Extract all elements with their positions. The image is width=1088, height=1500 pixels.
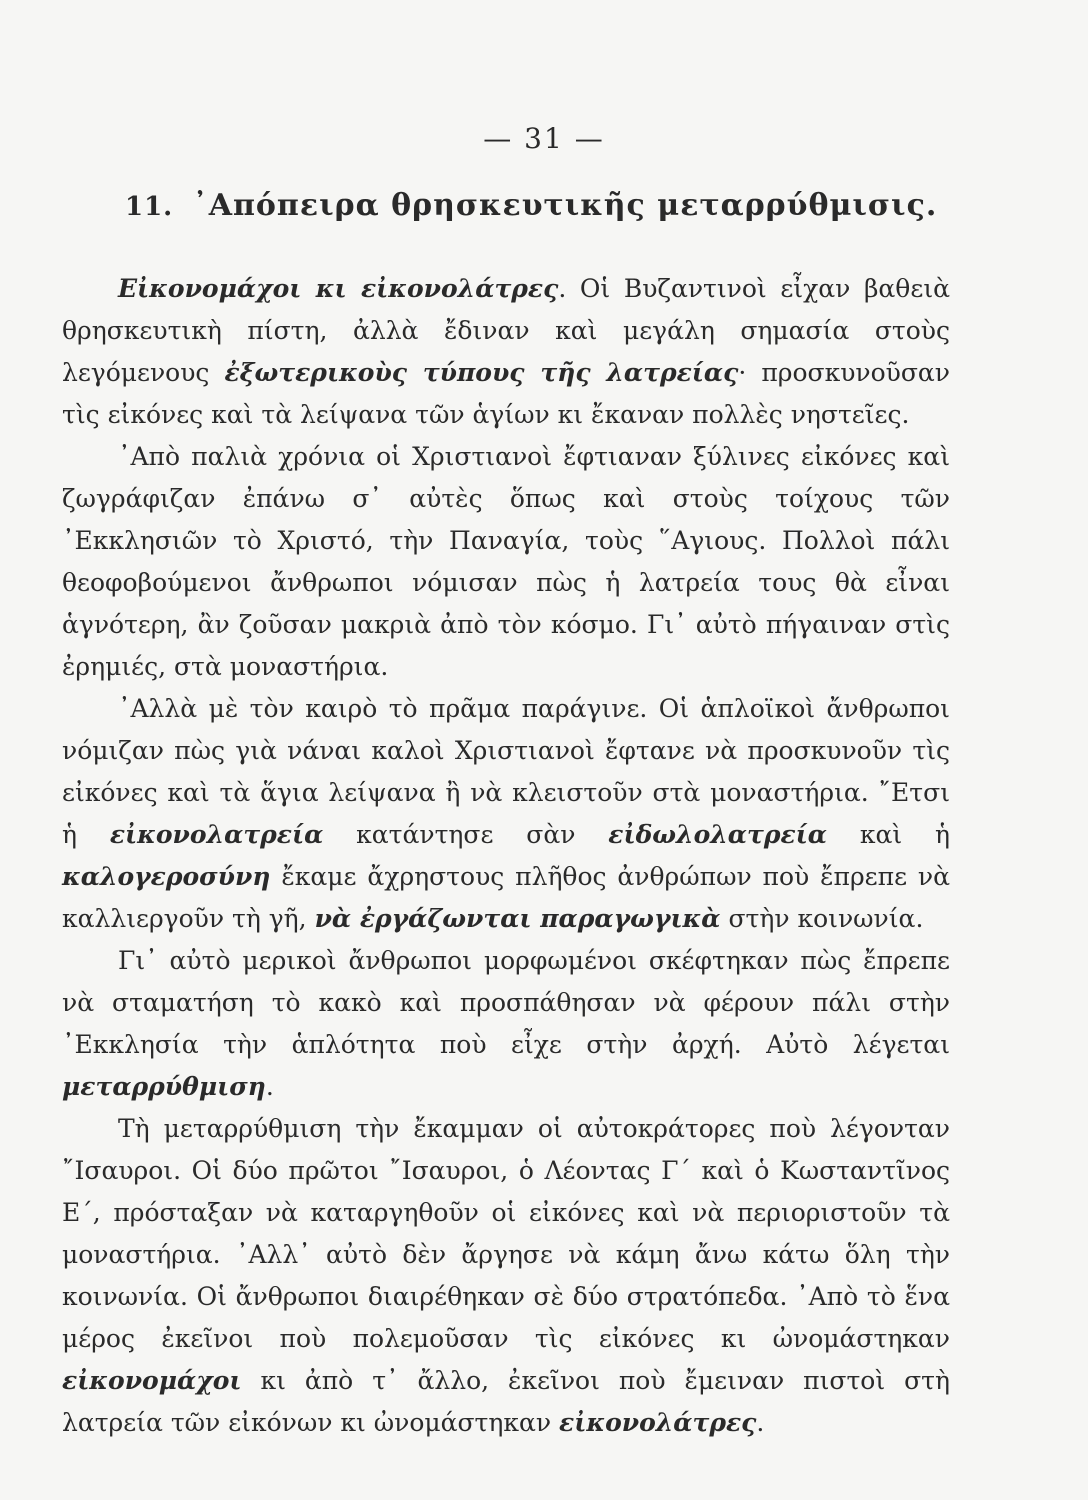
paragraph-text: κι ἀπὸ τ᾿ ἄλλο, ἐκεῖνοι ποὺ ἔμειναν πιστοὶ στὴ λατρεία τῶν εἰκόνων κι ὠνομάστηκαν (62, 1366, 950, 1437)
paragraph (62, 436, 950, 688)
section-number: 11. (125, 192, 174, 222)
section-title: ᾿Απόπειρα θρησκευτικῆς μεταρρύθμισις. (192, 188, 938, 223)
paragraph-text: . (265, 1072, 274, 1101)
paragraph (62, 688, 950, 940)
emphasized-text: νὰ ἐργάζωνται παραγωγικὰ (314, 904, 721, 933)
paragraph-text: ᾿Απὸ παλιὰ χρόνια οἱ Χριστιανοὶ ἔφτιαναν ξύλινες εἰκόνες καὶ ζωγράφιζαν ἐπάνω σ᾿ αὐτὲς ὅπως καὶ στοὺς τοίχους τῶν ᾿Εκκλησιῶν τὸ Χριστό, τὴν Παναγία, τοὺς ῞Αγιους. Πολλοὶ πάλι θεοφοβούμενοι ἄνθρωποι νόμισαν πὼς ἡ λατρεία τους θὰ εἶναι ἁγνότερη, ἂν ζοῦσαν μακριὰ ἀπὸ τὸν κόσμο. Γι᾿ αὐτὸ πήγαιναν στὶς ἐρημιές, στὰ μοναστήρια. (62, 442, 950, 681)
paragraph-text: κατάντησε σὰν (323, 820, 609, 849)
paragraph-text: . Οἱ Βυζαντινοὶ εἶχαν βαθειὰ θρησκευτικὴ πίστη, ἀλλὰ ἔδιναν καὶ μεγάλη σημασία στοὺς λεγόμενους (62, 274, 950, 387)
paragraph-text: · προσκυνοῦσαν τὶς εἰκόνες καὶ τὰ λείψανα τῶν ἁγίων κι ἔκαναν πολλὲς νηστεῖες. (62, 358, 950, 429)
body-text (62, 268, 950, 1444)
paragraph-text: ἔκαμε ἄχρηστους πλῆθος ἀνθρώπων ποὺ ἔπρεπε νὰ καλλιεργοῦν τὴ γῆ, (62, 862, 950, 933)
emphasized-text: εἰκονομάχοι (62, 1366, 242, 1395)
paragraph-text: ᾿Αλλὰ μὲ τὸν καιρὸ τὸ πρᾶμα παράγινε. Οἱ ἁπλοϊκοὶ ἄνθρωποι νόμιζαν πὼς γιὰ νάναι καλοὶ Χριστιανοὶ ἔφτανε νὰ προσκυνοῦν τὶς εἰκόνες καὶ τὰ ἅγια λείψανα ἢ νὰ κλειστοῦν στὰ μοναστήρια. ῎Ετσι ἡ (62, 694, 950, 849)
paragraph (62, 940, 950, 1108)
paragraph (62, 1108, 950, 1444)
emphasized-text: Εἰκονομάχοι κι εἰκονολάτρες (118, 274, 559, 303)
paragraph-text: . (756, 1408, 765, 1437)
page-number: — 31 — (483, 122, 605, 155)
emphasized-text: εἰκονολάτρες (559, 1408, 757, 1437)
paragraph-text: Γι᾿ αὐτὸ μερικοὶ ἄνθρωποι μορφωμένοι σκέφτηκαν πὼς ἔπρεπε νὰ σταματήση τὸ κακὸ καὶ προσπάθησαν νὰ φέρουν πάλι στὴν ᾿Εκκλησία τὴν ἁπλότητα ποὺ εἶχε στὴν ἀρχή. Αὐτὸ λέγεται (62, 946, 950, 1059)
paragraph-text: καὶ ἡ (827, 820, 951, 849)
paragraph-text: στὴν κοινωνία. (720, 904, 924, 933)
paragraph-text: Τὴ μεταρρύθμιση τὴν ἔκαμμαν οἱ αὐτοκράτορες ποὺ λέγονταν ῎Ισαυροι. Οἱ δύο πρῶτοι ῎Ισαυροι, ὁ Λέοντας Γ΄ καὶ ὁ Κωσταντῖνος Ε΄, πρόσταξαν νὰ καταργηθοῦν οἱ εἰκόνες καὶ νὰ περιοριστοῦν τὰ μοναστήρια. ᾿Αλλ᾿ αὐτὸ δὲν ἄργησε νὰ κάμη ἄνω κάτω ὅλη τὴν κοινωνία. Οἱ ἄνθρωποι διαιρέθηκαν σὲ δύο στρατόπεδα. ᾿Απὸ τὸ ἕνα μέρος ἐκεῖνοι ποὺ πολεμοῦσαν τὶς εἰκόνες κι ὠνομάστηκαν (62, 1114, 950, 1353)
emphasized-text: εἰδωλολατρεία (608, 820, 828, 849)
emphasized-text: εἰκονολατρεία (109, 820, 324, 849)
paragraph (62, 268, 950, 436)
section-heading (125, 188, 1025, 223)
emphasized-text: ἐξωτερικοὺς τύπους τῆς λατρείας (224, 358, 739, 387)
emphasized-text: καλογεροσύνη (62, 862, 271, 891)
emphasized-text: μεταρρύθμιση (62, 1072, 266, 1101)
